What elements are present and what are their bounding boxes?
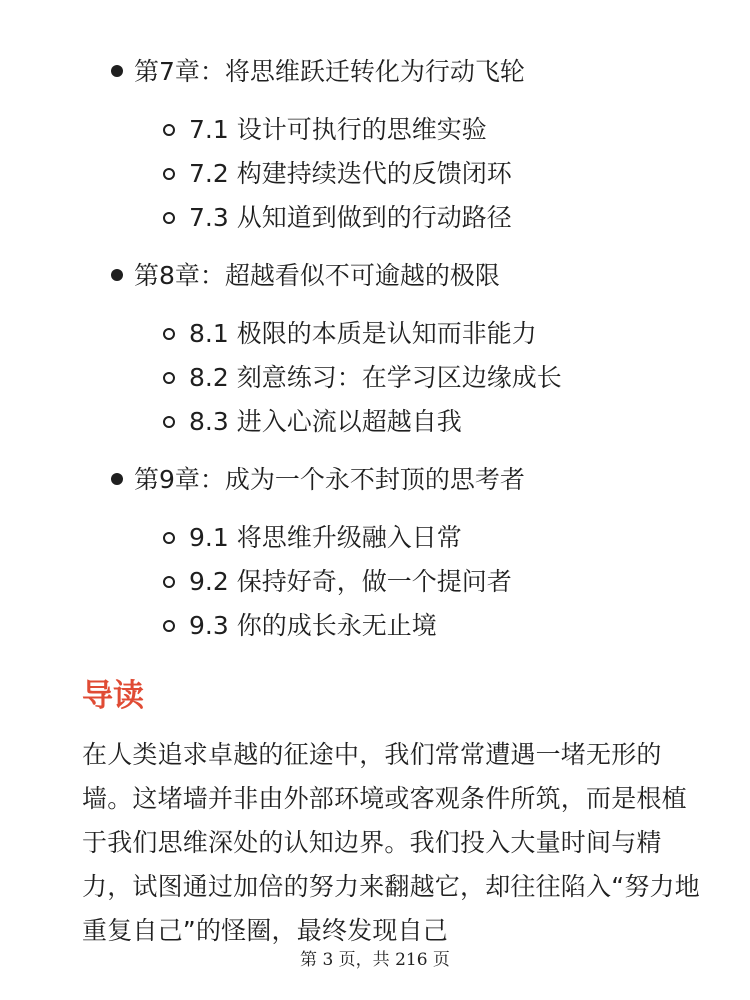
circle-bullet-icon bbox=[163, 576, 175, 588]
section-title: 7.3 从知道到做到的行动路径 bbox=[189, 203, 512, 232]
toc-section bbox=[0, 312, 750, 356]
section-title: 7.1 设计可执行的思维实验 bbox=[189, 115, 487, 144]
section-title: 9.3 你的成长永无止境 bbox=[189, 611, 437, 640]
circle-bullet-icon bbox=[163, 212, 175, 224]
toc-section bbox=[0, 108, 750, 152]
intro-paragraph: 在人类追求卓越的征途中，我们常常遭遇一堵无形的墙。这堵墙并非由外部环境或客观条件所筑，而是根植于我们思维深处的认知边界。我们投入大量时间与精力，试图通过加倍的努力来翻越它，却往往陷入“努力地重复自己”的怪圈，最终发现自己 bbox=[82, 740, 700, 945]
circle-bullet-icon bbox=[163, 328, 175, 340]
toc-section bbox=[0, 152, 750, 196]
section-title: 7.2 构建持续迭代的反馈闭环 bbox=[189, 159, 512, 188]
intro-heading: 导读 bbox=[82, 678, 144, 714]
chapter-8-sections bbox=[0, 312, 750, 444]
circle-bullet-icon bbox=[163, 124, 175, 136]
section-title: 8.2 刻意练习：在学习区边缘成长 bbox=[189, 363, 562, 392]
section-title: 8.3 进入心流以超越自我 bbox=[189, 407, 462, 436]
circle-bullet-icon bbox=[163, 168, 175, 180]
toc-section bbox=[0, 604, 750, 648]
circle-bullet-icon bbox=[163, 416, 175, 428]
bullet-icon bbox=[111, 269, 123, 281]
page-number-footer: 第 3 页，共 216 页 bbox=[300, 950, 450, 970]
toc-chapter-9 bbox=[0, 458, 750, 502]
toc-section bbox=[0, 400, 750, 444]
circle-bullet-icon bbox=[163, 532, 175, 544]
chapter-9-sections bbox=[0, 516, 750, 648]
bullet-icon bbox=[111, 65, 123, 77]
chapter-title: 第9章：成为一个永不封顶的思考者 bbox=[134, 465, 525, 494]
section-title: 8.1 极限的本质是认知而非能力 bbox=[189, 319, 537, 348]
bullet-icon bbox=[111, 473, 123, 485]
toc-section bbox=[0, 516, 750, 560]
toc-section bbox=[0, 560, 750, 604]
table-of-contents bbox=[0, 50, 750, 662]
toc-section bbox=[0, 196, 750, 240]
section-title: 9.1 将思维升级融入日常 bbox=[189, 523, 462, 552]
toc-chapter-8 bbox=[0, 254, 750, 298]
toc-section bbox=[0, 356, 750, 400]
circle-bullet-icon bbox=[163, 620, 175, 632]
chapter-7-sections bbox=[0, 108, 750, 240]
circle-bullet-icon bbox=[163, 372, 175, 384]
section-title: 9.2 保持好奇，做一个提问者 bbox=[189, 567, 512, 596]
toc-chapter-7 bbox=[0, 50, 750, 94]
chapter-title: 第8章：超越看似不可逾越的极限 bbox=[134, 261, 500, 290]
chapter-title: 第7章：将思维跃迁转化为行动飞轮 bbox=[134, 57, 525, 86]
